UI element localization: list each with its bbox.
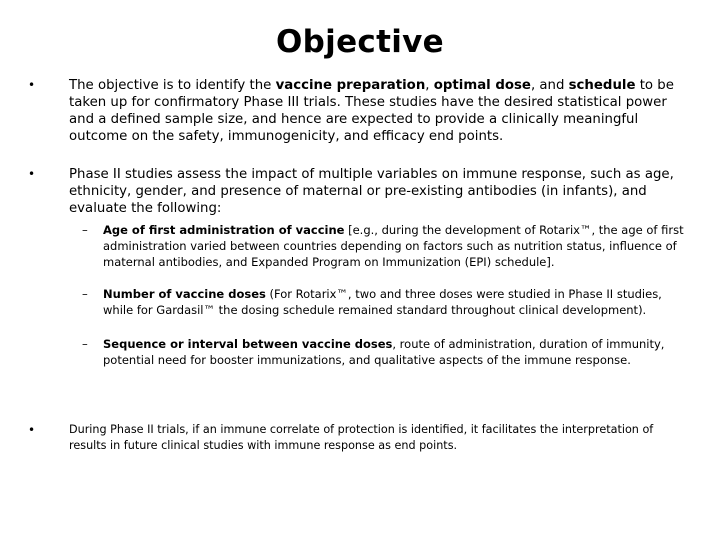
bullet-text	[69, 77, 687, 145]
sub-bullet-marker: –	[82, 337, 88, 351]
bullet-marker: •	[28, 78, 36, 92]
sub-bullet-emphasis: Sequence or interval between vaccine doses	[103, 337, 393, 351]
sub-bullet-text	[103, 336, 693, 368]
bullet-text-segment: ,	[425, 78, 434, 93]
sub-bullet-rest: , route of administration, duration of immunity, potential need for booster immunizations, and qualitative aspects of the immune response.	[103, 337, 665, 367]
bullet-text: During Phase II trials, if an immune correlate of protection is identified, it facilitates the interpretation of results in future clinical studies with immune response as end points.	[69, 423, 654, 452]
sub-bullet-text	[103, 222, 693, 270]
bullet-emphasis-schedule: schedule	[568, 78, 636, 93]
sub-bullet-marker: –	[82, 287, 88, 301]
bullet-text-segment: , and	[530, 78, 569, 93]
sub-bullet-marker: –	[82, 223, 88, 237]
sub-bullet-text	[103, 286, 693, 318]
sub-bullet-rest: [e.g., during the development of Rotarix™, the age of first administration varied between countries depending on factors such as nutrition status, influence of maternal antibodies, and Expanded Program on Immunization (EPI) schedule].	[103, 223, 684, 269]
bullet-emphasis-optimal-dose: optimal dose	[433, 78, 531, 93]
bullet-marker: •	[28, 423, 36, 437]
sub-bullet-emphasis: Age of first administration of vaccine	[103, 223, 345, 237]
bullet-emphasis-vaccine-preparation: vaccine preparation	[275, 78, 426, 93]
bullet-text-segment: to be taken up for confirmatory Phase III trials. These studies have the desired statistical power and a defined sample size, and hence are expected to provide a clinically meaningful outcome on the safety, immunogenicity, and efficacy end points.	[69, 78, 674, 144]
slide-title: Objective	[276, 24, 444, 60]
bullet-text-segment: The objective is to identify the	[69, 78, 276, 93]
bullet-marker: •	[28, 167, 36, 181]
sub-bullet-rest: (For Rotarix™, two and three doses were studied in Phase II studies, while for Gardasil™ the dosing schedule remained standard throughout clinical development).	[103, 287, 662, 317]
sub-bullet-emphasis: Number of vaccine doses	[103, 287, 266, 301]
bullet-text: Phase II studies assess the impact of multiple variables on immune response, such as age, ethnicity, gender, and presence of maternal or pre-existing antibodies (in infants), and evaluate the following:	[69, 167, 674, 216]
